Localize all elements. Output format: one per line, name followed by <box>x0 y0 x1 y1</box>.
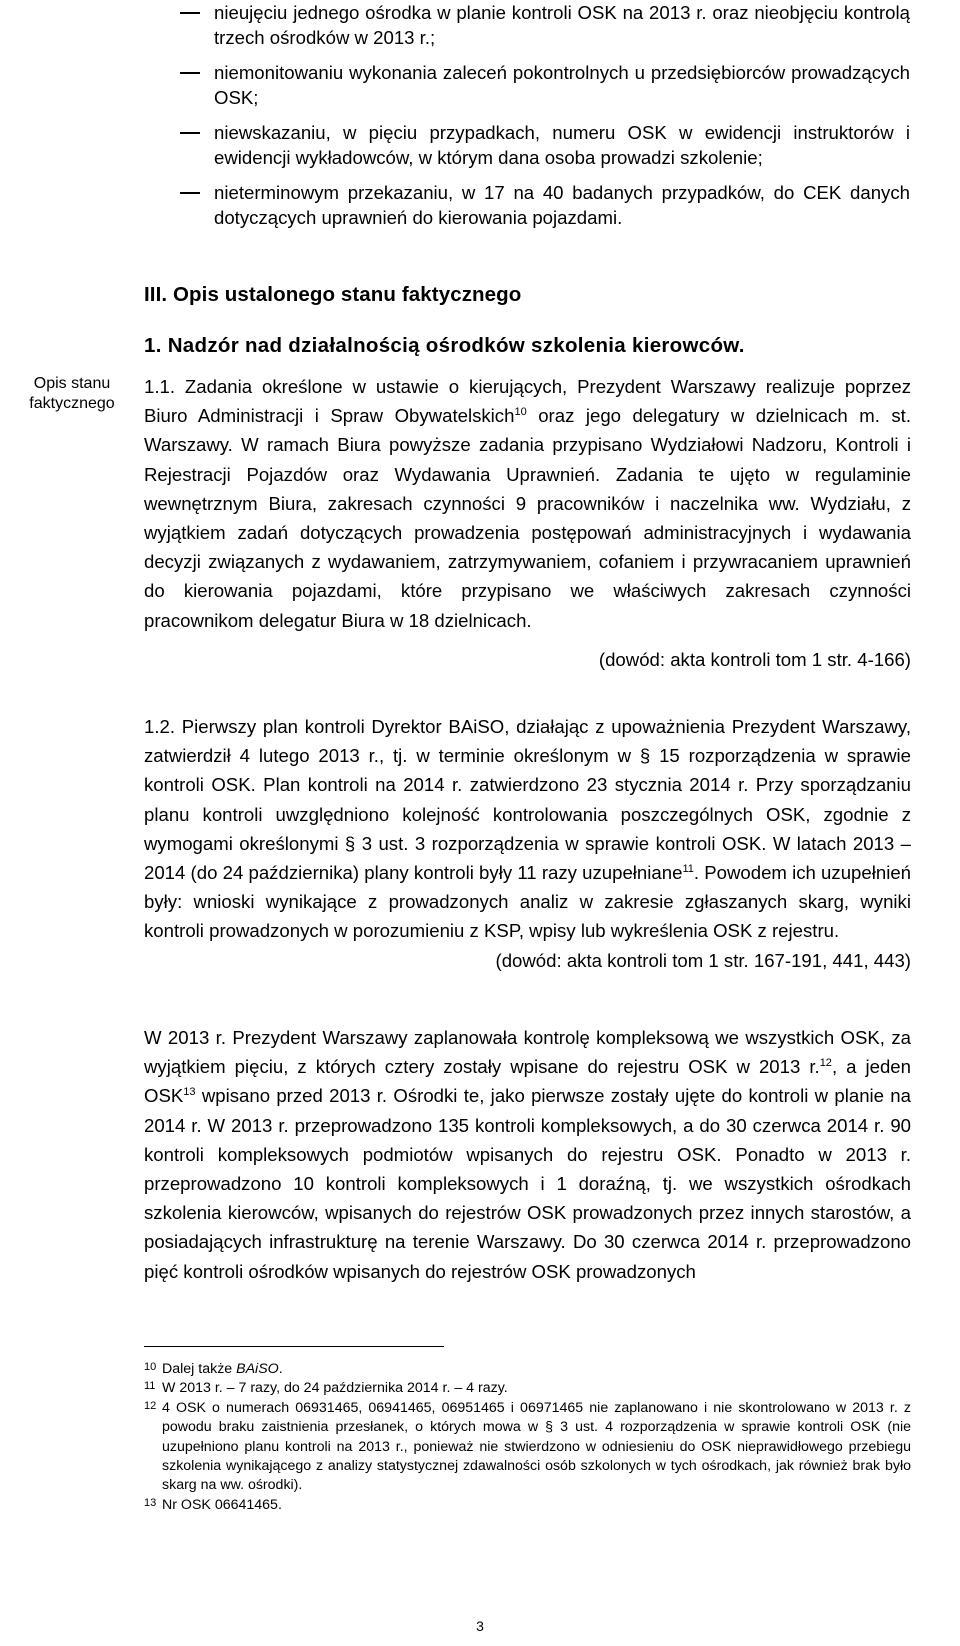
section-heading: III. Opis ustalonego stanu faktycznego <box>144 283 522 306</box>
list-item <box>180 180 910 230</box>
footnotes <box>144 1360 911 1515</box>
list-item-text: nieujęciu jednego ośrodka w planie kontroli OSK na 2013 r. oraz nieobjęciu kontrolą trzech ośrodków w 2013 r.; <box>214 2 910 48</box>
list-item-text: niemonitowaniu wykonania zaleceń pokontrolnych u przedsiębiorców prowadzących OSK; <box>214 62 910 108</box>
paragraph-text: 1.2. Pierwszy plan kontroli Dyrektor BAiSO, działając z upoważnienia Prezydent Warszawy, zatwierdził 4 lutego 2013 r., tj. w terminie określonym w § 15 rozporządzenia w sprawie kontroli OSK. Plan kontroli na 2014 r. zatwierdzono 23 stycznia 2014 r. Przy sporządzaniu planu kontroli uwzględniono kolejność kontrolowania poszczególnych OSK, zgodnie z wymogami określonymi § 3 ust. 3 rozporządzenia w sprawie kontroli OSK. W latach 2013 – 2014 (do 24 października) plany kontroli były 11 razy uzupełniane$^{11}$. Powodem ich uzupełnień były: wnioski wynikające z prowadzonych analiz w zakresie zgłaszanych skarg, wyniki kontroli prowadzonych w porozumieniu z KSP, wpisy lub wykreślenia OSK z rejestru. <box>144 716 912 942</box>
subsection-heading: 1. Nadzór nad działalnością ośrodków szkolenia kierowców. <box>144 334 745 357</box>
evidence-citation: (dowód: akta kontroli tom 1 str. 4-166) <box>598 648 911 670</box>
list-item <box>180 60 910 110</box>
footnote-ref[interactable]: 11 <box>682 862 694 875</box>
page-number: 3 <box>476 1618 484 1634</box>
paragraph-1-1 <box>144 372 911 674</box>
footnote-ref[interactable]: 10 <box>514 406 527 419</box>
footnote-number: 11 <box>144 1380 156 1393</box>
evidence-citation: (dowód: akta kontroli tom 1 str. 167-191, 441, 443) <box>495 949 911 971</box>
dash-bullet-icon <box>180 72 200 74</box>
footnote <box>144 1496 911 1515</box>
footnote-text: W 2013 r. – 7 razy, do 24 października 2014 r. – 4 razy. <box>162 1380 508 1397</box>
footnote-text: Dalej także BAiSO. <box>162 1361 283 1377</box>
list-item-text: niewskazaniu, w pięciu przypadkach, numeru OSK w ewidencji instruktorów i ewidencji wykładowców, w którym dana osoba prowadzi szkolenie; <box>214 122 910 168</box>
paragraph-text: 1.1. Zadania określone w ustawie o kierujących, Prezydent Warszawy realizuje poprzez Biuro Administracji i Spraw Obywatelskich$^{10}$ oraz jego delegatury w dzielnicach m. st. Warszawy. W ramach Biura powyższe zadania przypisano Wydziałowi Nadzoru, Kontroli i Rejestracji Pojazdów oraz Wydawania Uprawnień. Zadania te ujęto w regulaminie wewnętrznym Biura, zakresach czynności 9 pracowników i naczelnika ww. Wydziału, z wyjątkiem zadań dotyczących prowadzenia postępowań administracyjnych i wydawania decyzji związanych z wydawaniem, zatrzymywaniem, cofaniem i przywracaniem uprawnień do kierowania pojazdami, które przypisano we właściwych zakresach czynności pracownikom delegatur Biura w 18 dzielnicach. <box>144 376 911 631</box>
footnote-ref[interactable]: 13 <box>183 1086 196 1099</box>
footnote-text: Nr OSK 06641465. <box>162 1496 282 1513</box>
list-item-text: nieterminowym przekazaniu, w 17 na 40 badanych przypadków, do CEK danych dotyczących uprawnień do kierowania pojazdami. <box>214 182 910 228</box>
footnote-separator <box>144 1346 444 1347</box>
list-item <box>180 0 910 50</box>
footnote <box>144 1379 911 1398</box>
paragraph-1-2 <box>144 712 911 975</box>
dash-bullet-icon <box>180 192 200 194</box>
footnote-ref[interactable]: 12 <box>819 1057 832 1070</box>
dash-bullet-icon <box>180 12 200 14</box>
footnote <box>144 1360 911 1379</box>
findings-list <box>180 0 910 240</box>
footnote-number: 10 <box>144 1361 157 1373</box>
paragraph-text: W 2013 r. Prezydent Warszawy zaplanowała kontrolę kompleksową we wszystkich OSK, za wyjątkiem pięciu, z których cztery zostały wpisane do rejestru OSK w 2013 r.$^{12}$, a jeden OSK$^{13}$ wpisano przed 2013 r. Ośrodki te, jako pierwsze zostały ujęte do kontroli w planie na 2014 r. W 2013 r. przeprowadzono 135 kontroli kompleksowych, a do 30 czerwca 2014 r. 90 kontroli kompleksowych podmiotów wpisanych do rejestru OSK. Ponadto w 2013 r. przeprowadzono 10 kontroli kompleksowych i 1 doraźną, tj. we wszystkich ośrodkach szkolenia kierowców, wpisanych do rejestrów OSK prowadzonych przez innych starostów, a posiadających infrastrukturę na terenie Warszawy. Do 30 czerwca 2014 r. przeprowadzono pięć kontroli ośrodków wpisanych do rejestrów OSK prowadzonych <box>144 1027 911 1282</box>
paragraph-plan-2013 <box>144 1023 911 1286</box>
footnote-text: 4 OSK o numerach 06931465, 06941465, 06951465 i 06971465 nie zaplanowano i nie skontrolowano w 2013 r. z powodu braku zaistnienia przesłanek, o których mowa w § 3 ust. 4 rozporządzenia w sprawie kontroli OSK (nie uzupełniono planu kontroli na 2013 r., ponieważ nie stwierdzono w odniesieniu do OSK nieprawidłowego przebiegu szkolenia wynikającego z analizy statystycznej zdawalności osób szkolonych w tych ośrodkach, jak również brak było skarg na ww. ośrodki). <box>162 1399 911 1494</box>
footnote-number: 12 <box>144 1399 157 1412</box>
dash-bullet-icon <box>180 132 200 134</box>
margin-note: Opis stanu faktycznego <box>29 375 115 412</box>
footnote-number: 13 <box>144 1496 157 1509</box>
list-item <box>180 120 910 170</box>
footnote <box>144 1399 911 1496</box>
